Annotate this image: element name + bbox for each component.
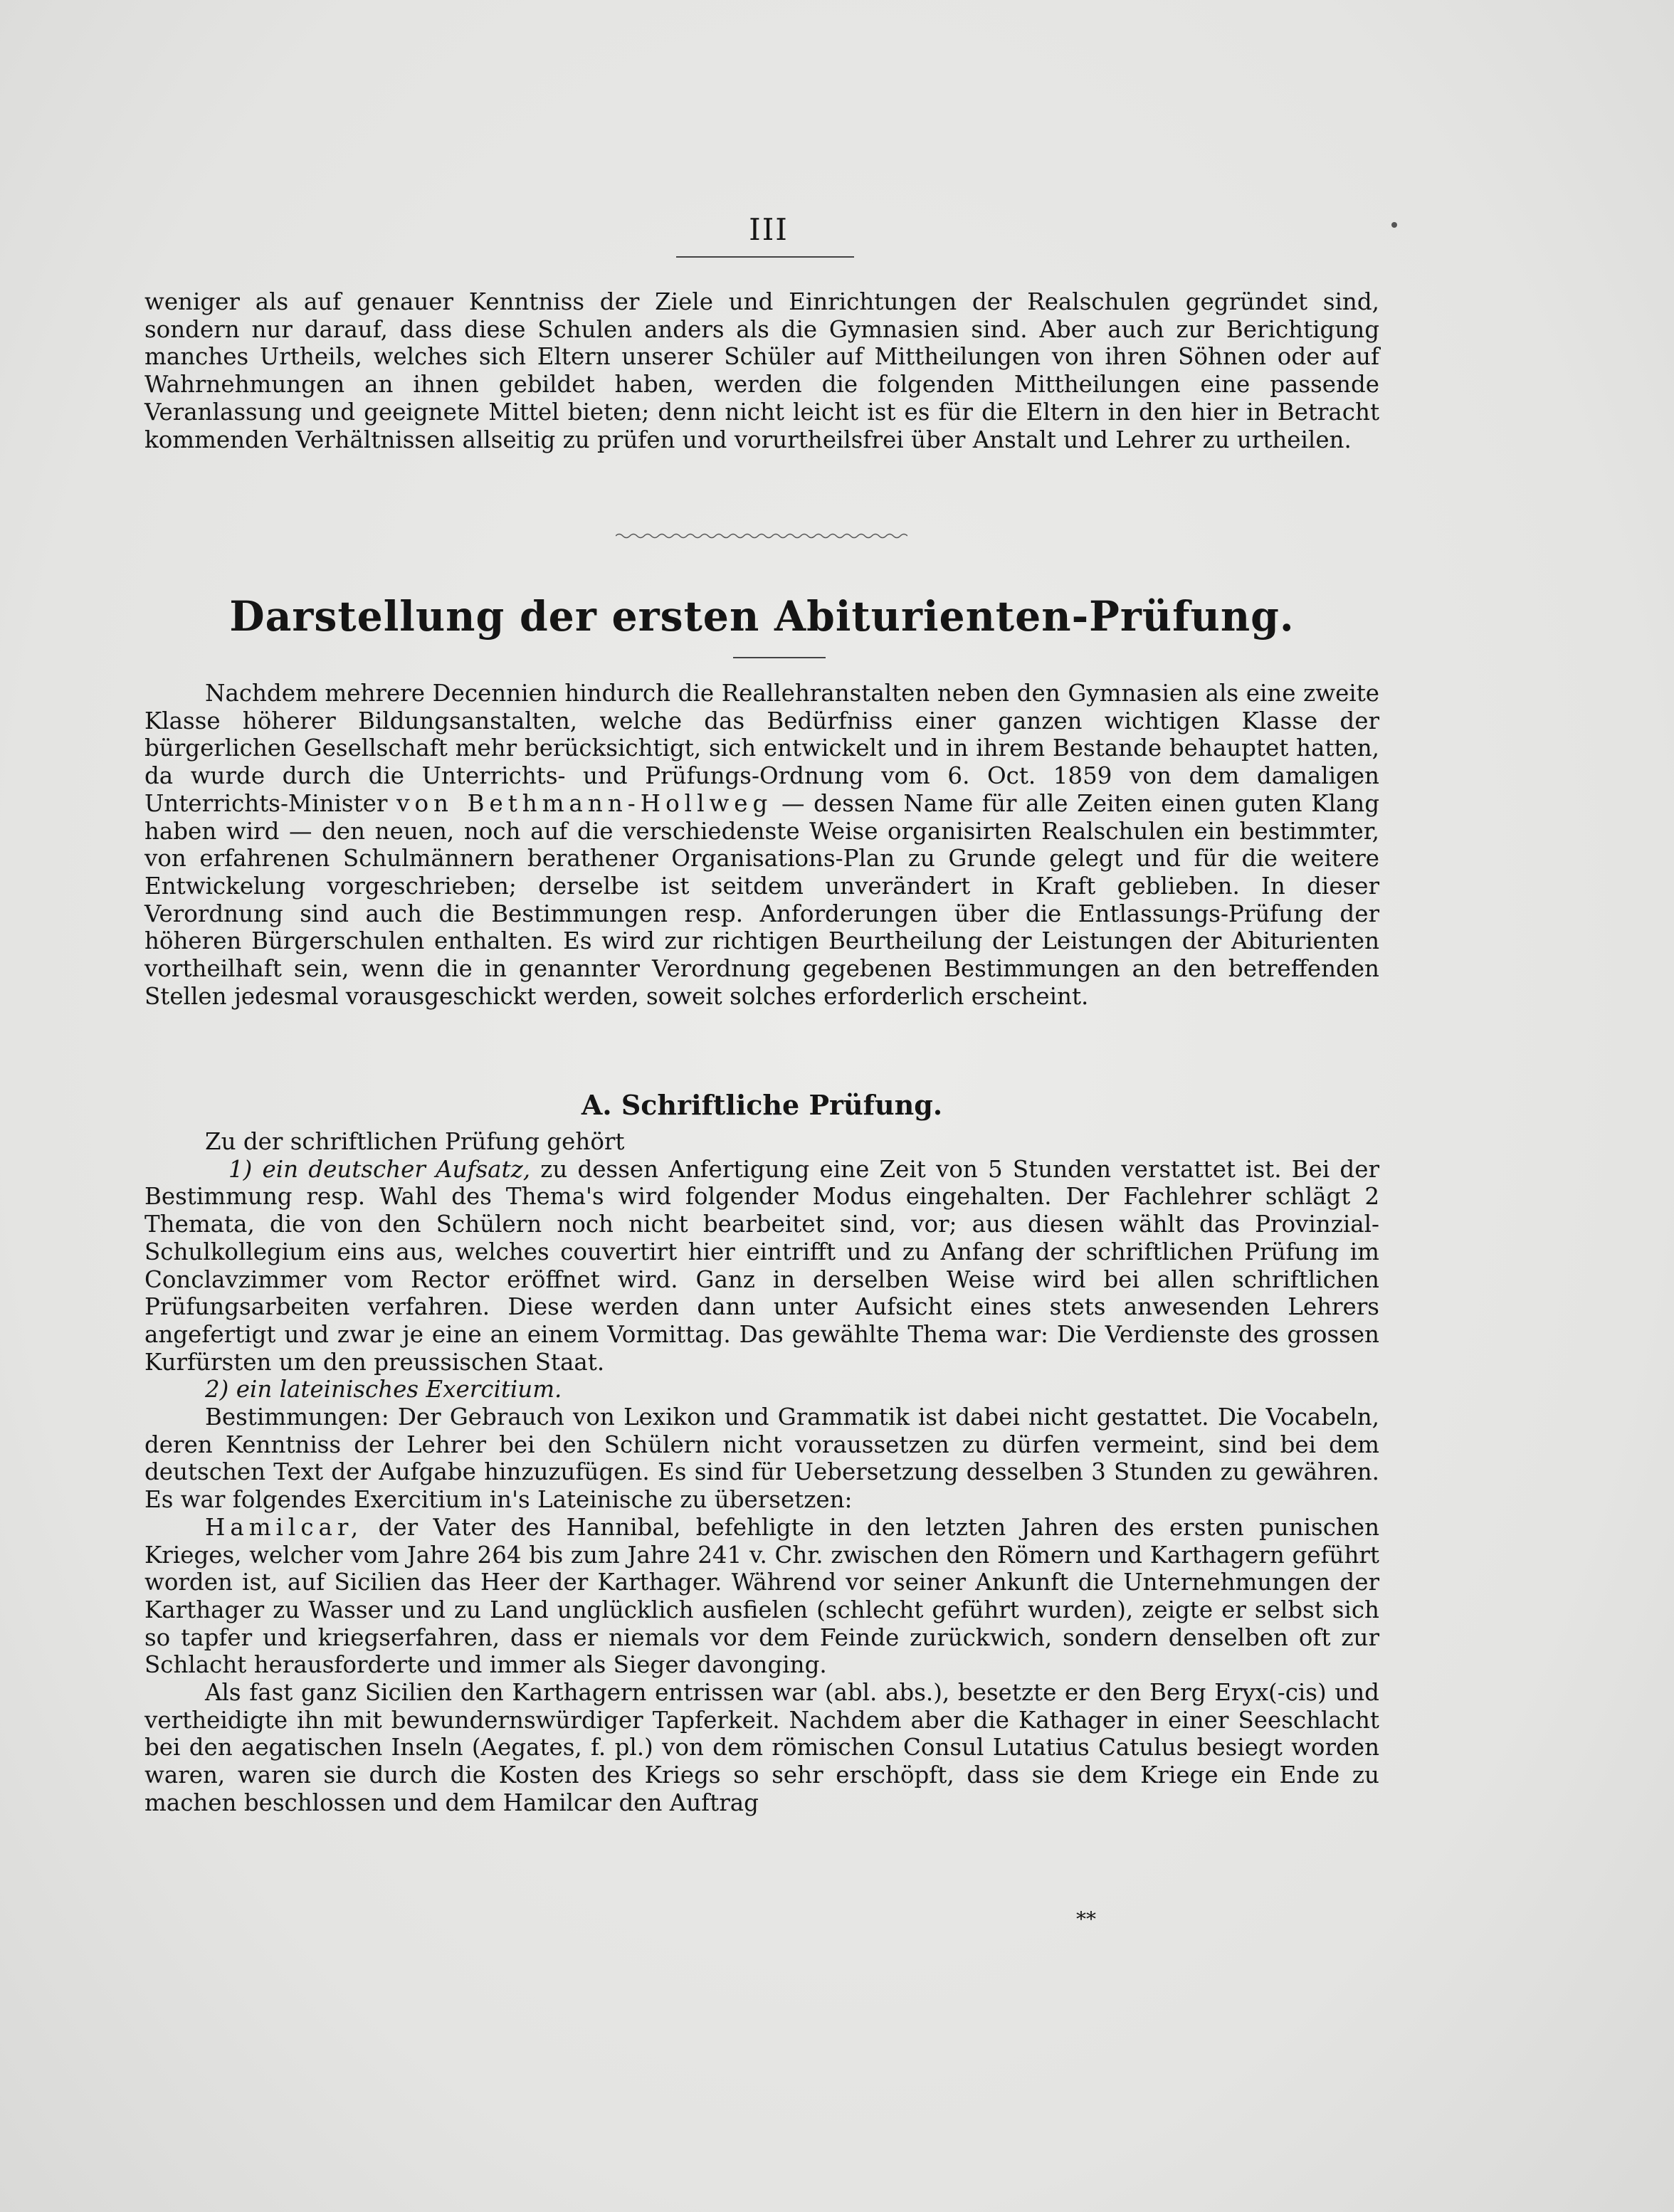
latin-exercise-rules: Bestimmungen: Der Gebrauch von Lexikon und Grammatik ist dabei nicht gestattet. Die Vocabeln, deren Kenntniss der Lehrer bei den Schülern nicht voraussetzen zu dürfen vermeint, sind bei dem deutschen Text der Aufgabe hinzuzufügen. Es sind für Uebersetzung desselben 3 Stunden zu gewähren. Es war folgendes Exercitium in's Lateinische zu übersetzen: [144, 1403, 1379, 1514]
ink-speck [1391, 222, 1397, 228]
wavy-divider [616, 532, 907, 539]
german-essay-text: zu dessen Anfertigung eine Zeit von 5 Stunden verstattet ist. Bei der Bestimmung resp. Wahl des Thema's wird folgender Modus eingehalten. Der Fachlehrer schlägt 2 Themata, die von den Schülern noch nicht bearbeitet sind, vor; aus diesen wählt das Provinzial-Schulkollegium eins aus, welches couvertirt hier eintrifft und zu Anfang der schriftlichen Prüfung im Conclavzimmer vom Rector eröffnet wird. Ganz in derselben Weise wird bei allen schriftlichen Prüfungsarbeiten verfahren. Diese werden dann unter Aufsicht eines stets anwesenden Lehrers angefertigt und zwar je eine an einem Vormittag. Das gewählte Thema war: Die Verdienste des grossen Kurfürsten um den preussischen Staat. [144, 1155, 1379, 1376]
hamilcar-text: der Vater des Hannibal, befehligte in den letzten Jahren des ersten punischen Krieges, welcher vom Jahre 264 bis zum Jahre 241 v. Chr. zwischen den Römern und Karthagern geführt worden ist, auf Sicilien das Heer der Karthager. Während vor seiner Ankunft die Unternehmungen der Karthager zu Wasser und zu Land unglücklich ausfielen (schlecht geführt wurden), zeigte er selbst sich so tapfer und kriegserfahren, dass er niemals vor dem Feinde zurückwich, sondern denselben oft zur Schlacht herausforderte und immer als Sieger davonging. [144, 1513, 1379, 1679]
minister-name: von Bethmann-Hollweg [396, 789, 773, 817]
hamilcar-name: Hamilcar, [205, 1513, 364, 1541]
history-text [144, 680, 1379, 1010]
section-heading: Darstellung der ersten Abiturienten-Prüfung. [229, 592, 1295, 641]
latin-exercise-label: 2) ein lateinisches Exercitium. [205, 1376, 562, 1403]
intro-paragraph: weniger als auf genauer Kenntniss der Ziele und Einrichtungen der Realschulen gegründet sind, sondern nur darauf, dass diese Schulen anders als die Gymnasien sind. Aber auch zur Berichtigung manches Urtheils, welches sich Eltern unserer Schüler auf Mittheilungen von ihren Söhnen oder auf Wahrnehmungen an ihnen gebildet haben, werden die folgenden Mittheilungen eine passende Veranlassung und geeignete Mittel bieten; denn nicht leicht ist es für die Eltern in den hier in Betracht kommenden Verhältnissen allseitig zu prüfen und vorurtheilsfrei über Anstalt und Lehrer zu urtheilen. [144, 288, 1379, 453]
subsection-heading: A. Schriftliche Prüfung. [581, 1089, 943, 1121]
heading-rule [733, 657, 826, 658]
signature-mark: ** [1076, 1907, 1096, 1931]
history-paragraph [144, 680, 1379, 1010]
page-number: III [749, 212, 789, 247]
header-rule [676, 256, 854, 258]
german-essay-label: 1) ein deutscher Aufsatz, [228, 1155, 531, 1183]
intro-continuation [144, 288, 1379, 453]
history-text-part2: — dessen Name für alle Zeiten einen guten Klang haben wird — den neuen, noch auf die verschiedenste Weise organisirten Realschulen ein bestimmter, von erfahrenen Schulmännern berathener Organisations-Plan zu Grunde gelegt und für die weitere Entwickelung vorgeschrieben; derselbe ist seitdem unverändert in Kraft geblieben. In dieser Verordnung sind auch die Bestimmungen resp. Anforderungen über die Entlassungs-Prüfung der höheren Bürgerschulen enthalten. Es wird zur richtigen Beurtheilung der Leistungen der Abiturienten vortheilhaft sein, wenn die in genannter Verordnung gegebenen Bestimmungen an den betreffenden Stellen jedesmal vorausgeschickt werden, soweit solches erforderlich erscheint. [144, 789, 1380, 1010]
eryx-paragraph: Als fast ganz Sicilien den Karthagern entrissen war (abl. abs.), besetzte er den Berg Eryx(-cis) und vertheidigte ihn mit bewundernswürdiger Tapferkeit. Nachdem aber die Kathager in einer Seeschlacht bei den aegatischen Inseln (Aegates, f. pl.) von dem römischen Consul Lutatius Catulus besiegt worden waren, waren sie durch die Kosten des Kriegs so sehr erschöpft, dass sie dem Kriege ein Ende zu machen beschlossen und dem Hamilcar den Auftrag [144, 1679, 1379, 1816]
written-exam-section [144, 1128, 1379, 1817]
hamilcar-paragraph [144, 1514, 1379, 1679]
german-essay-item [144, 1156, 1379, 1376]
exam-lead: Zu der schriftlichen Prüfung gehört [205, 1128, 625, 1155]
history-text-part1: Nachdem mehrere Decennien hindurch die Reallehranstalten neben den Gymnasien als eine zweite Klasse höherer Bildungsanstalten, welche das Bedürfniss einer ganzen wichtigen Klasse der bürgerlichen Gesellschaft mehr berücksichtigt, sich entwickelt und in ihrem Bestande behauptet hatten, da wurde durch die Unterrichts- und Prüfungs-Ordnung vom 6. Oct. 1859 von dem damaligen Unterrichts-Minister [144, 680, 1379, 817]
